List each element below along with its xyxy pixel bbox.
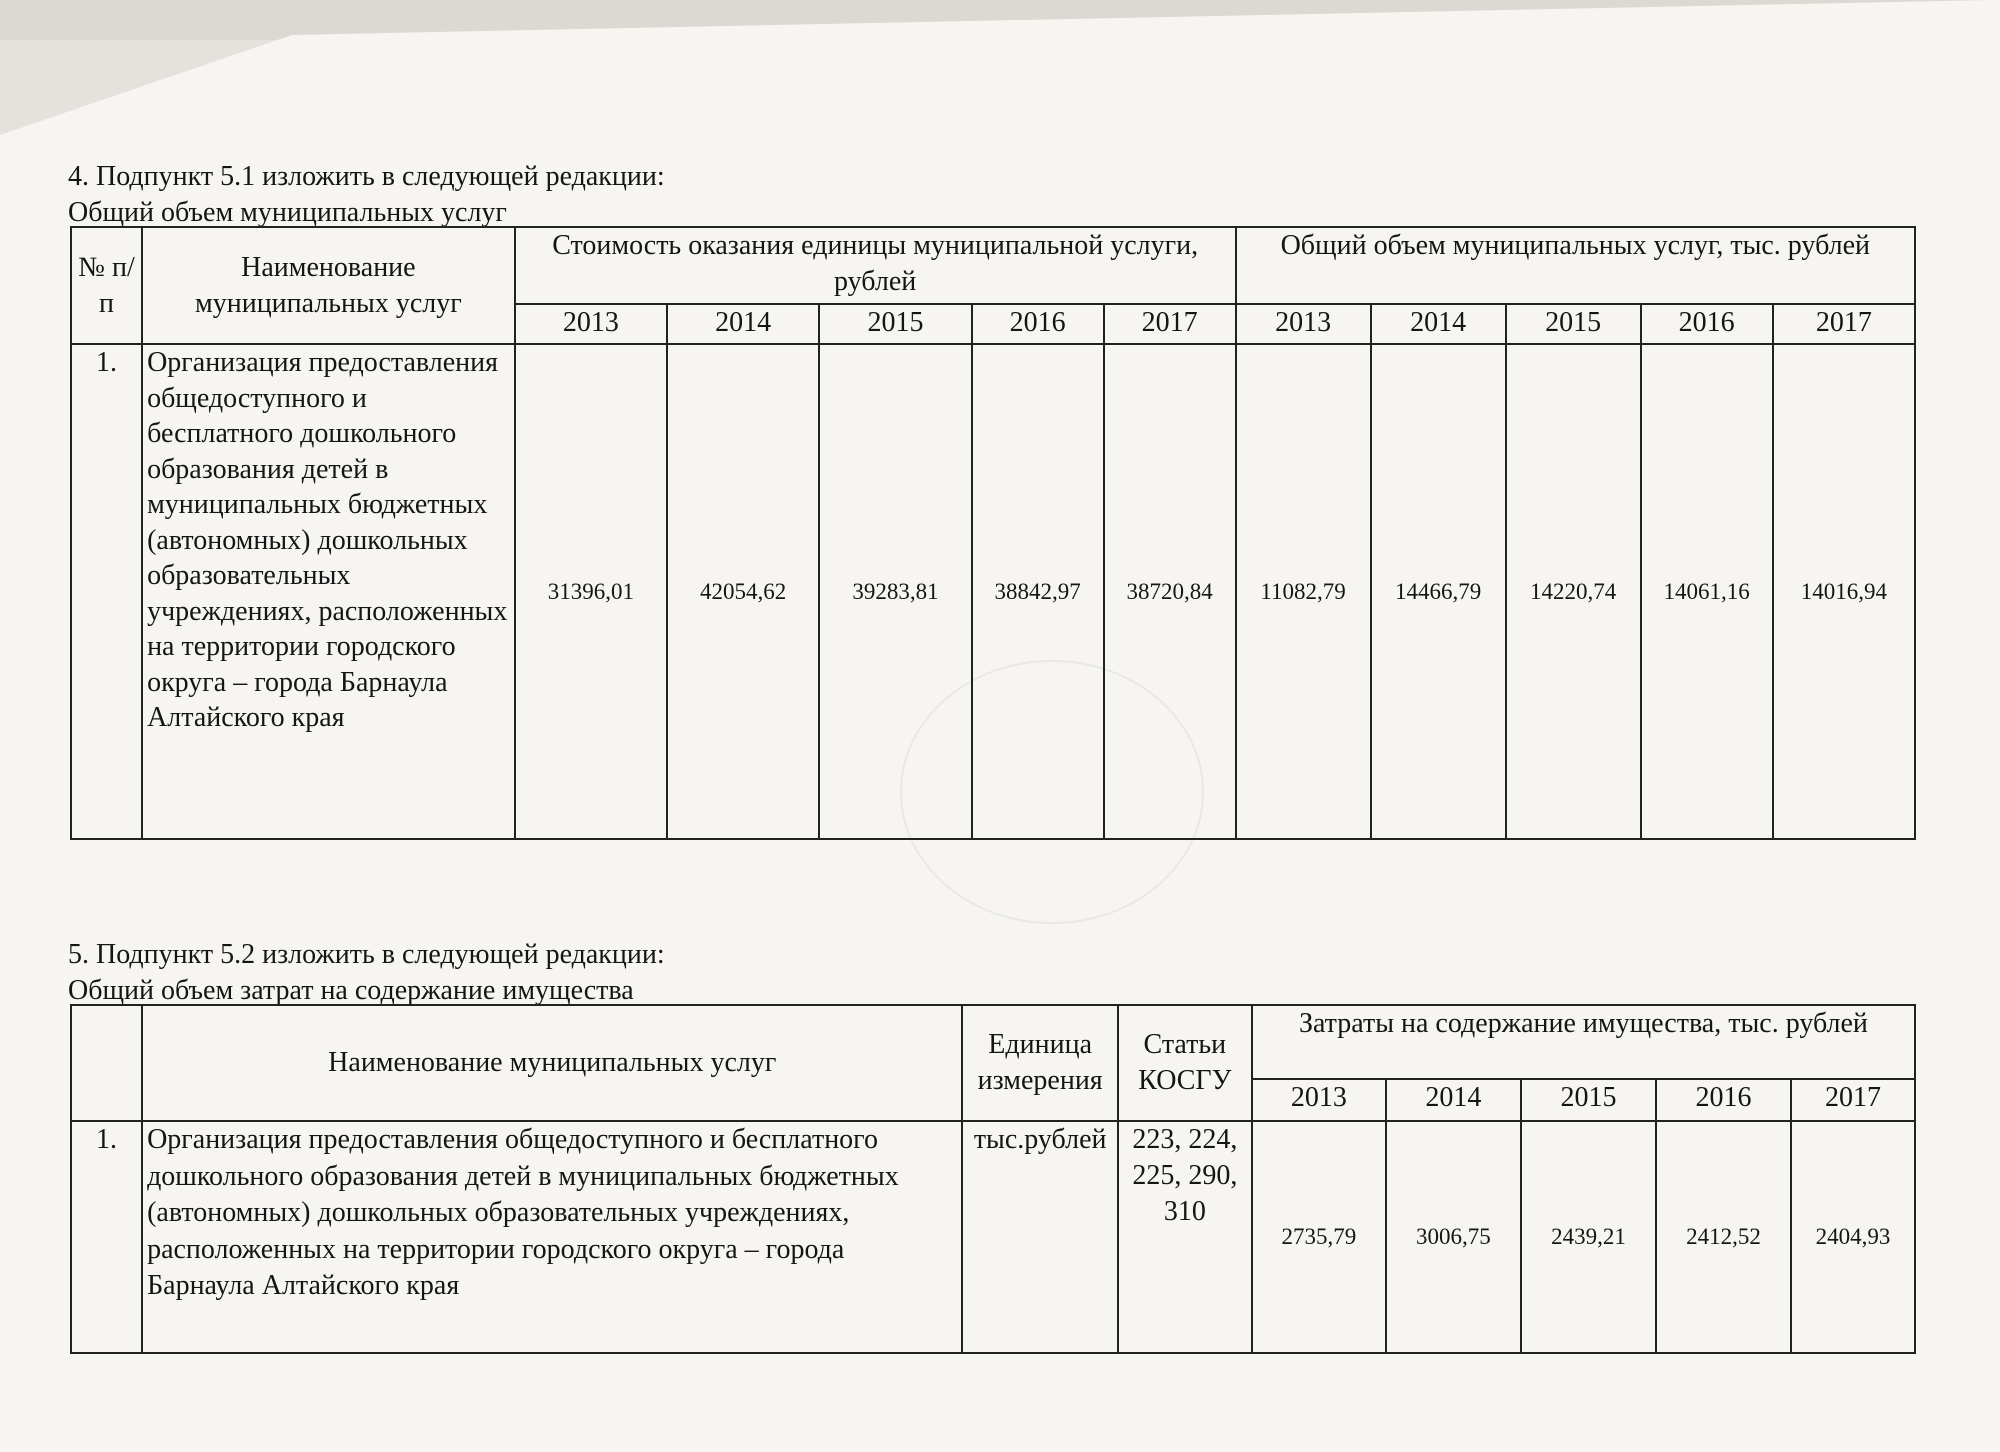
cost-value: 38720,84	[1104, 344, 1236, 839]
section-4-title: 4. Подпункт 5.1 изложить в следующей редакции:	[68, 161, 665, 192]
service-name: Организация предоставления общедоступного и бесплатного дошкольного образования детей в муниципальных бюджетных (автономных) дошкольных образовательных учреждениях, расположенных на территории городского округа – города Барнаула Алтайского края	[142, 344, 515, 839]
cost-value: 31396,01	[515, 344, 667, 839]
year-header-cell: 2016	[1656, 1079, 1791, 1121]
year-header-cell: 2014	[667, 304, 819, 344]
row-number: 1.	[71, 344, 142, 839]
year-header-cell: 2015	[819, 304, 971, 344]
unit-value: тыс.рублей	[962, 1121, 1117, 1353]
year-header-cell: 2017	[1791, 1079, 1915, 1121]
year-header-cell: 2013	[1252, 1079, 1386, 1121]
year-header-cell: 2016	[1641, 304, 1773, 344]
section-4-subtitle: Общий объем муниципальных услуг	[68, 197, 507, 228]
cost-value: 3006,75	[1386, 1121, 1521, 1353]
property-costs-table	[70, 1004, 1916, 1354]
year-header-cell: 2014	[1386, 1079, 1521, 1121]
table-row	[71, 1121, 1915, 1353]
header-service-name: Наименование муниципальных услуг	[142, 227, 515, 344]
services-volume-table	[70, 226, 1916, 840]
header-total-volume: Общий объем муниципальных услуг, тыс. рублей	[1236, 227, 1915, 304]
cost-value: 42054,62	[667, 344, 819, 839]
section-5-subtitle: Общий объем затрат на содержание имущества	[68, 975, 634, 1006]
header-row-number: № п/п	[71, 227, 142, 344]
row-number: 1.	[71, 1121, 142, 1353]
year-header-cell: 2014	[1371, 304, 1506, 344]
year-header-cell: 2013	[515, 304, 667, 344]
table-row	[71, 344, 1915, 839]
service-name: Организация предоставления общедоступного и бесплатного дошкольного образования детей в муниципальных бюджетных (автономных) дошкольных образовательных учреждениях, расположенных на территории городского округа – города Барнаула Алтайского края	[142, 1121, 962, 1353]
cost-value: 39283,81	[819, 344, 971, 839]
year-header-cell: 2015	[1506, 304, 1641, 344]
header-unit-cost: Стоимость оказания единицы муниципальной услуги, рублей	[515, 227, 1236, 304]
cost-value: 38842,97	[972, 344, 1104, 839]
year-header-cell: 2016	[972, 304, 1104, 344]
year-header-cell: 2017	[1773, 304, 1915, 344]
section-5-title: 5. Подпункт 5.2 изложить в следующей редакции:	[68, 939, 665, 970]
cost-value: 2735,79	[1252, 1121, 1386, 1353]
header-property-costs: Затраты на содержание имущества, тыс. рублей	[1252, 1005, 1915, 1079]
header-kosgu: Статьи КОСГУ	[1118, 1005, 1252, 1121]
year-header-cell: 2015	[1521, 1079, 1656, 1121]
volume-value: 14061,16	[1641, 344, 1773, 839]
kosgu-value: 223, 224, 225, 290, 310	[1118, 1121, 1252, 1353]
header-row-number-empty	[71, 1005, 142, 1121]
year-header-cell: 2013	[1236, 304, 1371, 344]
cost-value: 2412,52	[1656, 1121, 1791, 1353]
year-header-cell: 2017	[1104, 304, 1236, 344]
volume-value: 14220,74	[1506, 344, 1641, 839]
volume-value: 14466,79	[1371, 344, 1506, 839]
header-service-name: Наименование муниципальных услуг	[142, 1005, 962, 1121]
volume-value: 14016,94	[1773, 344, 1915, 839]
cost-value: 2404,93	[1791, 1121, 1915, 1353]
cost-value: 2439,21	[1521, 1121, 1656, 1353]
volume-value: 11082,79	[1236, 344, 1371, 839]
header-unit: Единица измерения	[962, 1005, 1117, 1121]
